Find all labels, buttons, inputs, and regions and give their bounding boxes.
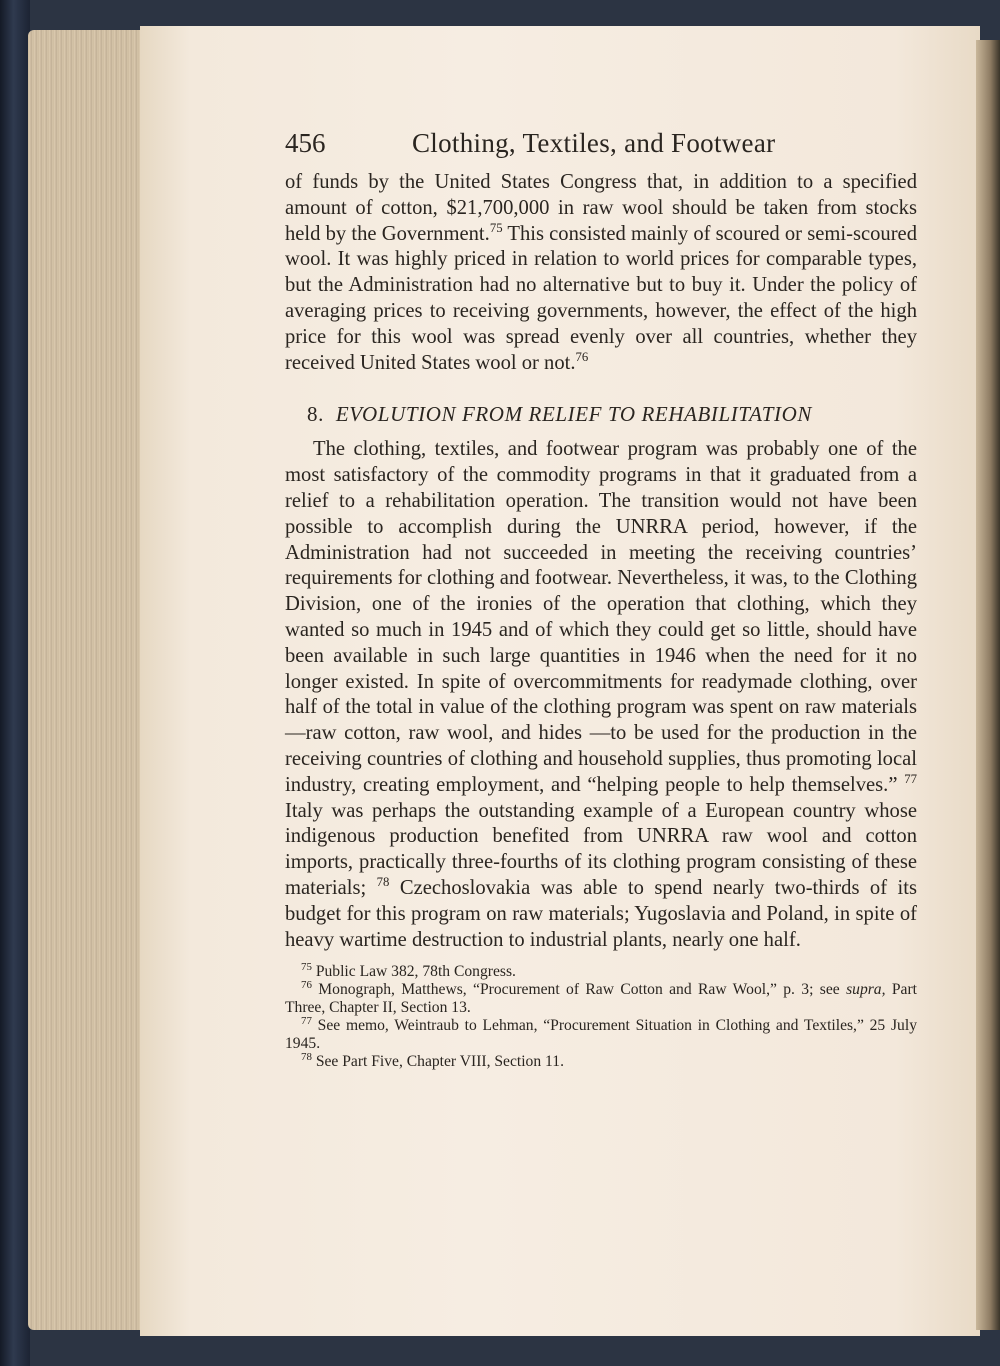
footnote-mark: 77 <box>301 1015 312 1028</box>
paragraph-text: Italy was perhaps the outstanding example of a European country whose indigenous production benefited from UNRRA raw wool and cotton imports, practically three-fourths of its clothing program consisting of these materials; <box>285 799 917 899</box>
section-heading <box>307 402 917 427</box>
footnote-mark: 75 <box>301 961 312 974</box>
section-title: EVOLUTION FROM RELIEF TO REHABILITATION <box>335 402 813 427</box>
paragraph-text: The clothing, textiles, and footwear program was probably one of the most satisfactory of the commodity programs in that it graduated from a relief to a rehabilitation operation. The transition would not have been possible to accomplish during the UNRRA period, however, if the Administration had not succeeded in meeting the receiving countries’ requirements for clothing and footwear. Nevertheless, it was, to the Clothing Division, one of the ironies of the operation that clothing, which they wanted so much in 1945 and of which they could get so little, should have been available in such large quantities in 1946 when the need for it no longer existed. In spite of overcommitments for readymade clothing, over half of the total in value of the clothing program was spent on raw materials—raw cotton, raw wool, and hides —to be used for the production in the receiving countries of clothing and household supplies, thus promoting local industry, creating employment, and “helping people to help themselves.” <box>285 438 917 796</box>
running-header <box>285 128 917 164</box>
footnote-text: Public Law 382, 78th Congress. <box>315 963 516 981</box>
paragraph-text: Czechoslovakia was able to spend nearly two-thirds of its budget for this program on raw materials; Yugoslavia and Poland, in spite of heavy wartime destruction to industrial plants, nearly one half. <box>285 876 917 951</box>
footnote-italic: supra, <box>846 981 886 999</box>
footnote-77 <box>285 1017 917 1053</box>
page-number: 456 <box>285 128 326 158</box>
paragraph-text: This consisted mainly of scoured or semi-scoured wool. It was highly priced in relation to world prices for comparable types, but the Administration had no alternative but to buy it. Under the policy of averaging prices to receiving governments, however, the effect of the high price for this wool was spread evenly over all countries, whether they received United States wool or not. <box>285 222 917 374</box>
footnote-ref: 76 <box>575 349 589 364</box>
footnote-mark: 78 <box>301 1051 312 1064</box>
footnote-text: Monograph, Matthews, “Procurement of Raw Cotton and Raw Wool,” p. 3; see <box>318 981 847 999</box>
footnote-text: Part Three, Chapter II, Section 13. <box>285 981 917 1017</box>
footnotes <box>285 963 917 1071</box>
footnote-ref: 78 <box>376 875 390 890</box>
section-number: 8. <box>307 402 324 427</box>
footnote-text: See memo, Weintraub to Lehman, “Procurement Situation in Clothing and Textiles,” 25 July 1945. <box>285 1017 917 1053</box>
paragraph-text: of funds by the United States Congress that, in addition to a specified amount of cotton, $21,700,000 in raw wool should be taken from stocks held by the Government. <box>285 171 917 245</box>
footnote-75 <box>285 963 917 981</box>
right-page-edge <box>976 40 1000 1330</box>
page-text <box>285 128 917 1071</box>
page-edges <box>28 30 148 1330</box>
footnote-ref: 75 <box>489 220 503 235</box>
paragraph <box>285 437 917 953</box>
footnote-ref: 77 <box>904 771 917 786</box>
running-title: Clothing, Textiles, and Footwear <box>412 128 776 158</box>
book-spine <box>0 0 30 1366</box>
footnote-text: See Part Five, Chapter VIII, Section 11. <box>315 1053 564 1071</box>
footnote-78 <box>285 1053 917 1071</box>
footnote-mark: 76 <box>301 979 312 992</box>
footnote-76 <box>285 981 917 1017</box>
paragraph-continued <box>285 170 917 376</box>
